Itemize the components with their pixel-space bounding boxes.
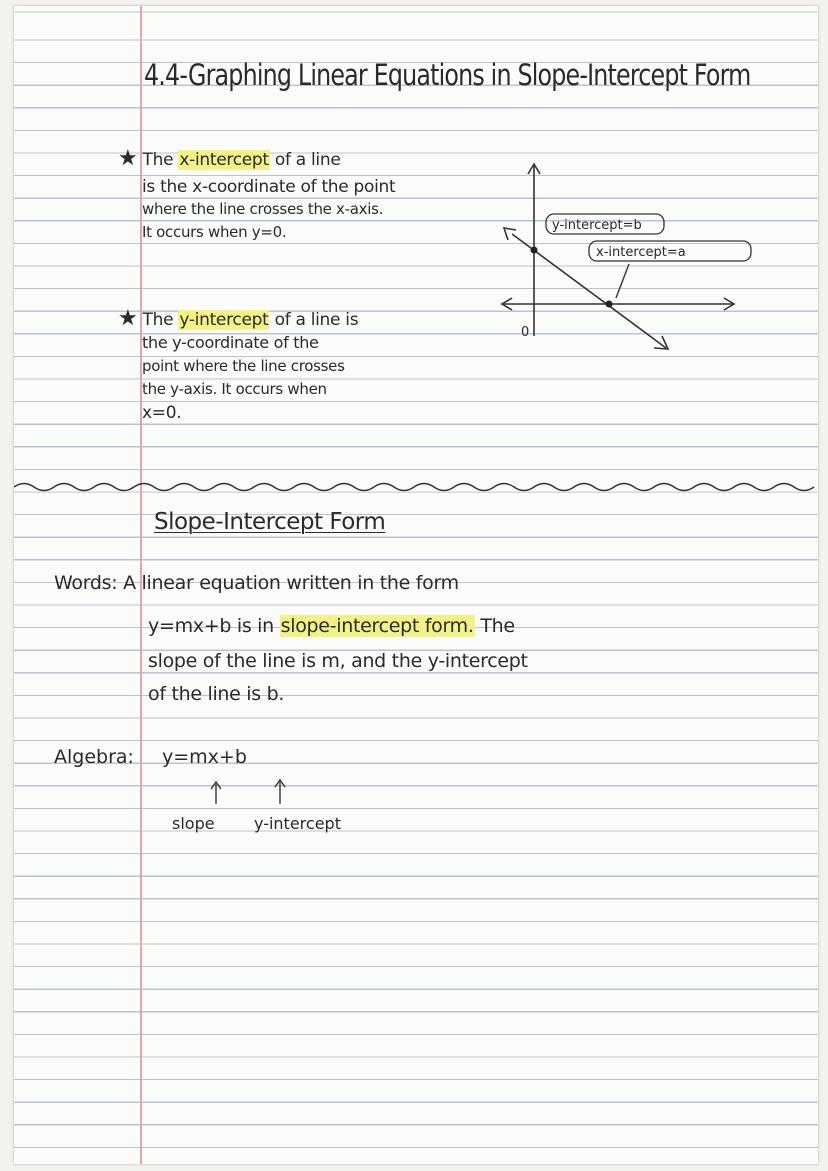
x-intercept-point	[606, 301, 613, 308]
x-intercept-label: x-intercept=a	[596, 245, 686, 260]
intercept-graph	[494, 156, 754, 366]
yint-line-2: the y-coordinate of the	[142, 333, 319, 352]
yint-line-1: ★ The y-intercept of a line is	[118, 306, 359, 331]
origin-label: 0	[521, 325, 530, 340]
xint-highlight: x-intercept	[179, 150, 269, 170]
section-heading: Slope-Intercept Form	[154, 509, 386, 535]
yint-highlight: y-intercept	[179, 310, 269, 330]
star-icon: ★	[118, 146, 138, 171]
words-line-2: y=mx+b is in slope-intercept form. The	[148, 615, 515, 637]
equation-arrows	[194, 776, 304, 806]
words-line-4: of the line is b.	[148, 683, 285, 705]
words-line-1: Words: A linear equation written in the form	[54, 572, 459, 594]
words-line-3: slope of the line is m, and the y-intercept	[148, 650, 528, 672]
page-title: 4.4-Graphing Linear Equations in Slope-Intercept Form	[144, 58, 751, 92]
line-arrow-icon	[504, 228, 516, 240]
yint-line-5: x=0.	[142, 403, 182, 423]
label-pointer	[616, 264, 629, 298]
notebook-page	[14, 6, 818, 1164]
algebra-equation: y=mx+b	[162, 746, 247, 768]
words-label: Words:	[54, 572, 118, 594]
algebra-label: Algebra:	[54, 746, 134, 768]
y-intercept-point	[531, 247, 538, 254]
yint-line-4: the y-axis. It occurs when	[142, 380, 327, 398]
xint-line-1: ★ The x-intercept of a line	[118, 146, 341, 171]
slope-label: slope	[172, 814, 215, 833]
sif-highlight: slope-intercept form.	[280, 615, 474, 637]
xint-line-4: It occurs when y=0.	[142, 223, 287, 241]
y-intercept-caption: y-intercept	[254, 814, 341, 833]
yint-line-3: point where the line crosses	[142, 357, 345, 375]
xint-line-2: is the x-coordinate of the point	[142, 177, 396, 197]
y-intercept-label: y-intercept=b	[552, 218, 642, 233]
star-icon: ★	[118, 306, 138, 331]
xint-line-3: where the line crosses the x-axis.	[142, 200, 384, 218]
section-divider	[14, 476, 818, 498]
